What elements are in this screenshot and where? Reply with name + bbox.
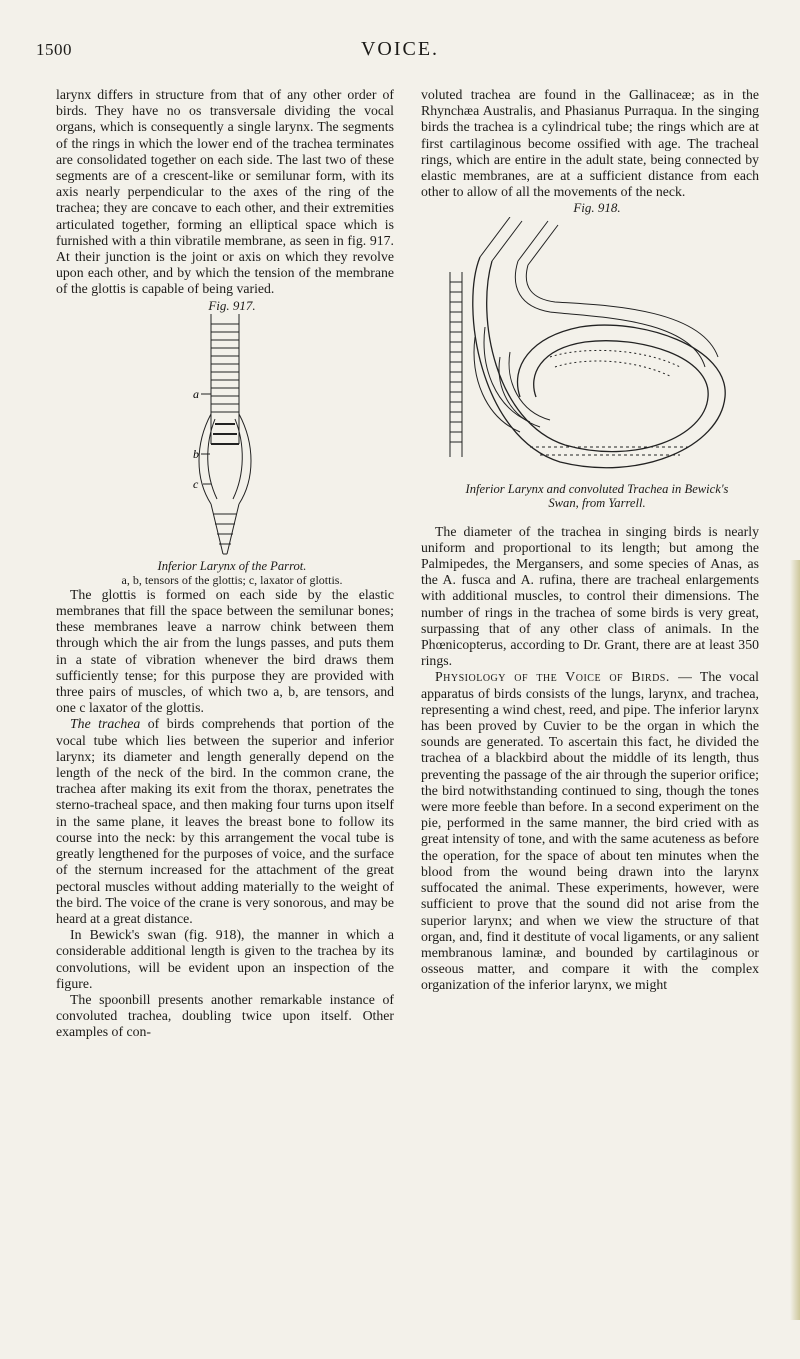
fig918-caption-line-1: Inferior Larynx and convoluted Trachea in Bewick's bbox=[465, 481, 729, 496]
fig917-letter-b: b bbox=[193, 446, 199, 461]
left-paragraph-3-lead: The trachea bbox=[70, 716, 141, 732]
fig917-subcaption: a, b, tensors of the glottis; c, laxator of glottis. bbox=[121, 572, 343, 587]
running-head: VOICE. bbox=[360, 38, 440, 60]
left-paragraph-3-rest: of birds comprehends that portion of the vocal tube which lies between the superior and inferior larynx; its diameter and length generally depend on the length of the neck of the bird. In the common crane, the trachea after making its exit from the thorax, penetrates the sterno-tracheal space, and then making four turns upon itself in the same plane, it leaves the breast bone to follow its course into the neck: by this arrangement the vocal tube is greatly lengthened for the purposes of voice, and the surface of the sternum increased for the attachment of the great pectoral muscles without adding materially to the weight of the bird. The voice of the crane is very sonorous, and may be heard at a great distance. bbox=[56, 716, 394, 926]
right-paragraph-3-heading: Physiology of the Voice of Birds. — bbox=[435, 669, 693, 685]
page-number: 1500 bbox=[36, 40, 72, 59]
left-paragraph-1: larynx differs in structure from that of any other order of birds. They have no os transversale dividing the vocal organs, which is consequently a single larynx. The segments of the rings in which the lower end of the trachea terminates are consolidated together on each side. The last two of these segments are of a crescent-like or semilunar form, with its axis nearly perpendicular to the axes of the ring of the trachea; they are concave to each other, and their extremities articulated together, forming an elliptical space which is furnished with a thin vibratile membrane, as seen in fig. 917. At their junction is the joint or axis on which they revolve upon each other, and by which the tension of the membrane of the glottis is capable of being varied. bbox=[56, 87, 394, 297]
page-header bbox=[36, 40, 764, 74]
fig918-illustration bbox=[421, 217, 759, 482]
right-paragraph-1: voluted trachea are found in the Gallinaceæ; as in the Rhynchæa Australis, and Phasianus Purraqua. In the singing birds the trachea is a cylindrical tube; the rings which are at first cartilaginous become ossified with age. The tracheal rings, which are entire in the adult state, being connected by elastic membranes, are at a sufficient distance from each other to allow of all the movements of the neck. bbox=[421, 87, 759, 200]
left-paragraph-5: The spoonbill presents another remarkable instance of convoluted trachea, doubling twice upon itself. Other examples of con- bbox=[56, 991, 394, 1040]
right-column bbox=[421, 87, 759, 994]
fig918-caption-line-2: Swan, from Yarrell. bbox=[548, 495, 646, 510]
left-paragraph-3 bbox=[56, 716, 394, 927]
page-edge-shadow bbox=[790, 560, 800, 1320]
left-paragraph-2: The glottis is formed on each side by the elastic membranes that fill the space between the semilunar bones; these membranes leave a narrow chink between them through which the air from the lungs passes, and puts them in a state of vibration whenever the bird draws them sufficiently tense; for this purpose they are provided with three pairs of muscles, of which two a, b, are tensors, and one c laxator of the glottis. bbox=[56, 586, 394, 716]
right-paragraph-3 bbox=[421, 669, 759, 993]
fig917-caption: Inferior Larynx of the Parrot. bbox=[157, 558, 307, 573]
fig917-letter-c: c bbox=[193, 476, 199, 491]
right-paragraph-2: The diameter of the trachea in singing birds is nearly uniform and proportional to its length; but among the Palmipedes, the Mergansers, and some species of Anas, as the A. fusca and A. rufina, there are tracheal enlargements with additional muscles, to control their dimensions. The number of rings in the trachea of some birds is very great, surpassing that of any other class of animals. In the Phœnicopterus, according to Dr. Grant, there are at least 350 rings. bbox=[421, 523, 759, 669]
left-column bbox=[56, 87, 394, 1041]
fig917-label: Fig. 917. bbox=[208, 297, 256, 313]
fig917-illustration bbox=[56, 314, 394, 559]
fig917-letter-a: a bbox=[193, 386, 199, 401]
right-paragraph-3-rest: The vocal apparatus of birds consists of the lungs, larynx, and trachea, representing a wind chest, reed, and pipe. The inferior larynx has been proved by Cuvier to be the organ in which the sounds are generated. To ascertain this fact, he divided the trachea of a blackbird about the middle of its length, thus preventing the passage of the air through the superior orifice; the bird notwithstanding continued to sing, though the tones were more feeble than before. In a second experiment on the pie, performed in the same manner, the bird cried with as great intensity of tone, and with the same acuteness as before the operation, for the space of about ten minutes when the blood from the wound being drawn into the larynx suffocated the animal. These experiments, however, were sufficient to prove that the sound did not arise from the superior larynx; and when we view the structure of that organ, and, find it destitute of vocal ligaments, or any salient membranous laminæ, and bounded by cartilaginous or osseous matter, and compare it with the complex organization of the inferior larynx, we might bbox=[421, 669, 759, 993]
fig918-label: Fig. 918. bbox=[573, 200, 621, 216]
left-paragraph-4: In Bewick's swan (fig. 918), the manner in which a considerable additional length is given to the trachea by its convolutions, will be evident upon an inspection of the figure. bbox=[56, 927, 394, 991]
